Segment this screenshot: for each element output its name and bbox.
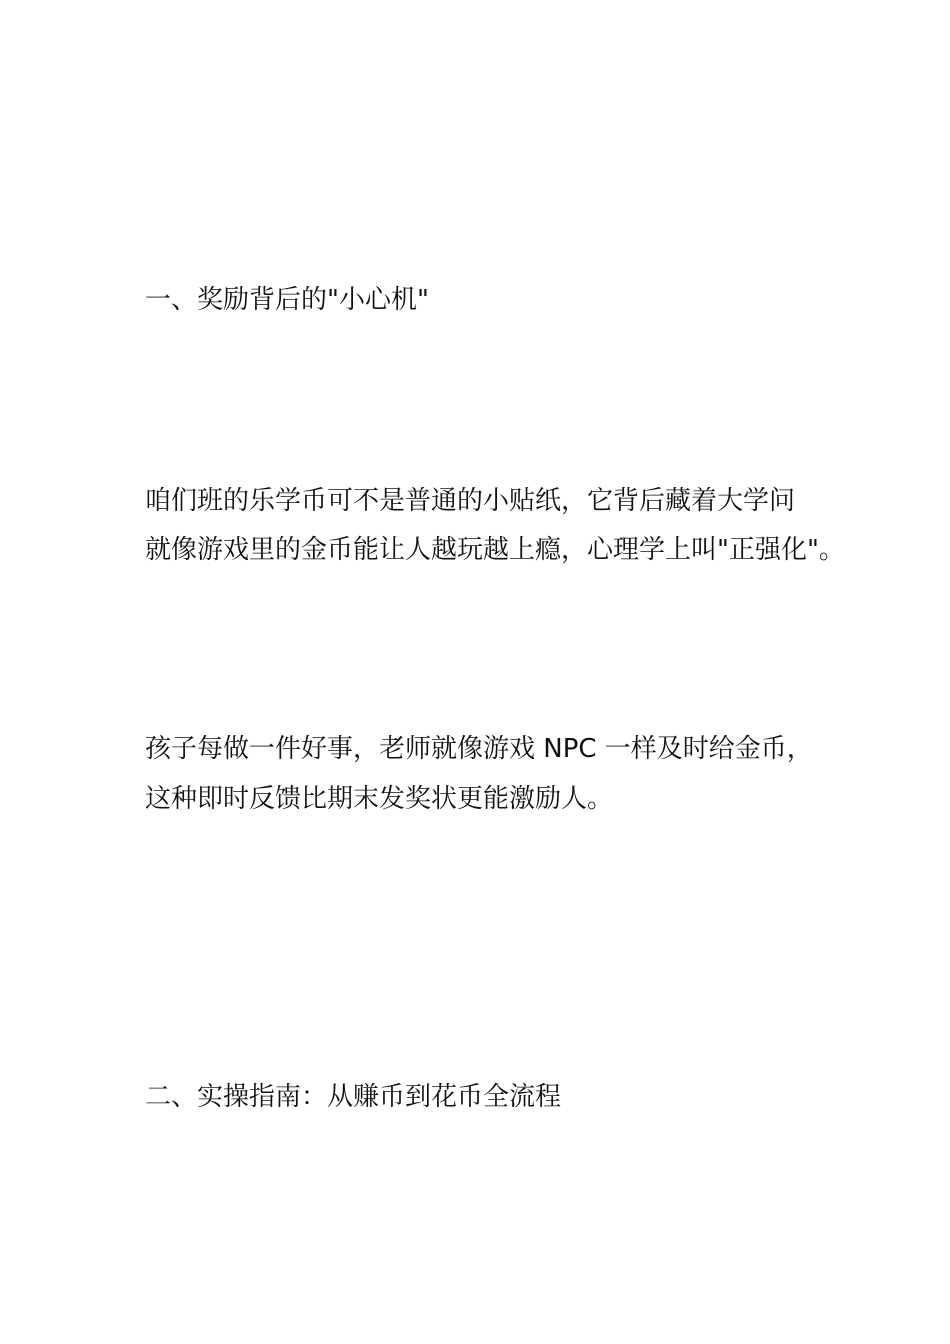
paragraph-line: 咱们班的乐学币可不是普通的小贴纸，它背后藏着大学问	[145, 486, 796, 516]
section-heading: 一、奖励背后的"小心机"	[145, 285, 429, 315]
paragraph-line: 孩子每做一件好事，老师就像游戏 NPC 一样及时给金币，	[145, 734, 813, 764]
paragraph-line: 就像游戏里的金币能让人越玩越上瘾，心理学上叫"正强化"。	[145, 535, 845, 565]
section-heading: 二、实操指南：从赚币到花币全流程	[145, 1082, 562, 1112]
paragraph-line: 这种即时反馈比期末发奖状更能激励人。	[145, 784, 614, 814]
